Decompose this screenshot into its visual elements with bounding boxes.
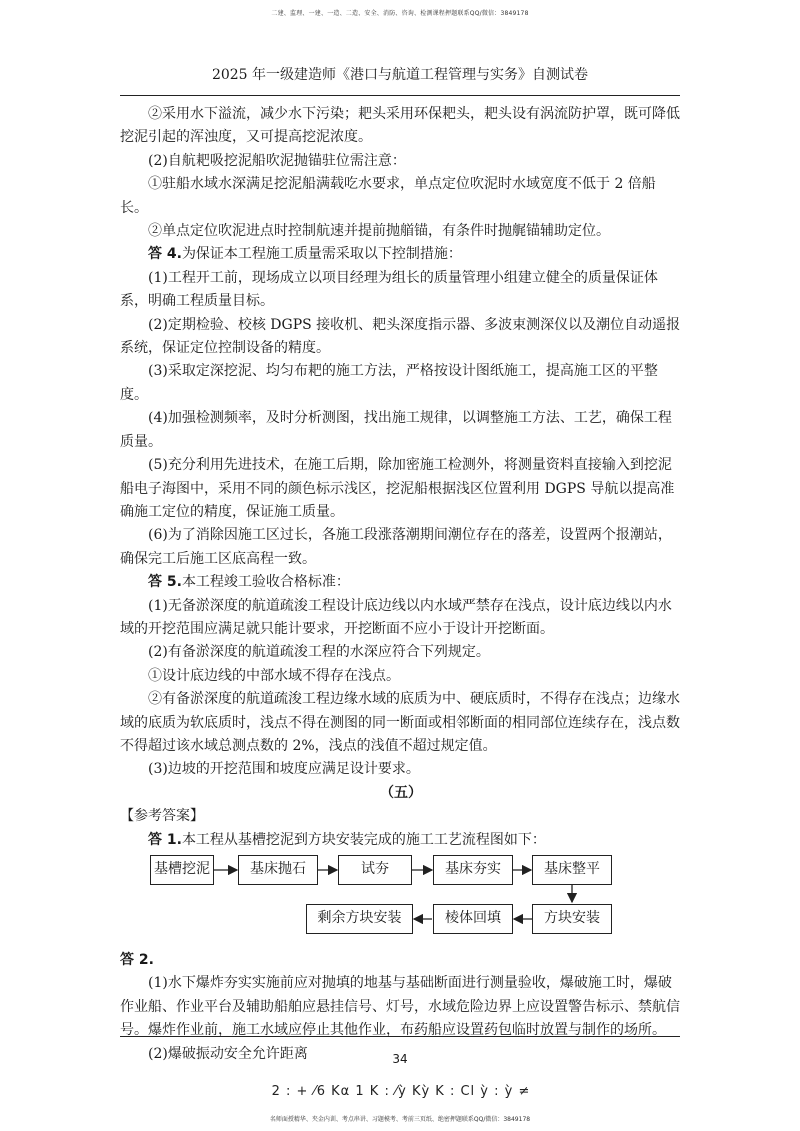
blasting-distance-formula: 2 : + ⁄6 Kα 1 K : ⁄ỳ Kỳ K : Cl ỳ : ỳ ≠ [271, 1084, 531, 1100]
answer-5-heading [120, 571, 682, 594]
list-item: ①设计底边线的中部水域不得存在浅点。 [148, 667, 400, 684]
list-item: (2)有备淤深度的航道疏浚工程的水深应符合下列规定。 [148, 644, 490, 661]
list-item: (3)采取定深挖泥、均匀布耙的施工方法，严格按设计图纸施工，提高施工区的平整度。 [120, 363, 658, 403]
header-divider [120, 95, 680, 96]
bottom-banner: 名师面授精华、夹金内训、考点串讲、习题模考、考前三页纸、绝密押题联系QQ/微信：3849178 [269, 1116, 531, 1123]
flow-node-remaining-block-installation: 剩余方块安装 [306, 904, 413, 934]
flow-node-prism-backfill: 棱体回填 [433, 904, 513, 934]
flow-node-bed-riprap: 基床抛石 [238, 855, 318, 885]
page-title: 2025 年一级建造师《港口与航道工程管理与实务》自测试卷 [211, 67, 589, 83]
list-item: (6)为了消除因施工区过长，各施工段涨落潮期间潮位存在的落差，设置两个报潮站，确保完工后施工区底高程一致。 [120, 527, 672, 567]
answer-1-heading [120, 829, 682, 852]
list-item: (1)工程开工前，现场成立以项目经理为组长的质量管理小组建立健全的质量保证体系，明确工程质量目标。 [120, 269, 658, 310]
list-item: (4)加强检测频率，及时分析测图，找出施工规律，以调整施工方法、工艺，确保工程质量。 [120, 410, 672, 450]
list-item: (3)边坡的开挖范围和坡度应满足设计要求。 [148, 761, 420, 778]
answer-2-heading [120, 949, 682, 972]
flow-node-block-installation: 方块安装 [532, 904, 612, 934]
top-banner: 二建、监理、一建、一造、二造、安全、消防、咨询、检测课程押题联系QQ/微信：3849178 [271, 10, 529, 17]
answer-intro: 本工程竣工验收合格标准： [181, 574, 350, 591]
flow-node-trial-tamping: 试夯 [338, 855, 412, 885]
paragraph: (2)自航耙吸挖泥船吹泥抛锚驻位需注意： [148, 152, 406, 169]
answer-intro: 为保证本工程施工质量需采取以下控制措施： [181, 246, 462, 263]
answer-label: 答 4. [148, 246, 182, 263]
page-content [120, 103, 682, 1103]
list-item: (1)无备淤深度的航道疏浚工程设计底边线以内水域严禁存在浅点，设计底边线以内水域的开挖范围应满足就只能计要求，开挖断面不应小于设计开挖断面。 [120, 597, 672, 637]
list-item: (1)水下爆炸夯实实施前应对抛填的地基与基础断面进行测量验收，爆破施工时，爆破作业船、作业平台及辅助船舶应悬挂信号、灯号，水域危险边界上应设置警告标示、禁航信号。爆炸作业前，施工水域应停止其他作业，布药船应设置药包临时放置与制作的场所。 [120, 975, 680, 1039]
flow-node-bed-tamping: 基床夯实 [433, 855, 513, 885]
answer-label: 答 2. [120, 952, 154, 968]
flow-node-bed-leveling: 基床整平 [532, 855, 612, 885]
paragraph: ②单点定位吹泥进点时控制航速并提前抛艏锚，有条件时抛艉锚辅助定位。 [148, 223, 610, 240]
list-item: (5)充分利用先进技术，在施工后期，除加密施工检测外，将测量资料直接输入到挖泥船电子海图中，采用不同的颜色标示浅区，挖泥船根据浅区位置利用 DGPS 导航以提高准确施工定位的精度，保证施工质量。 [120, 457, 675, 520]
list-item: (2)定期检验、校核 DGPS 接收机、耙头深度指示器、多波束测深仪以及潮位自动遥报系统，保证定位控制设备的精度。 [120, 316, 681, 357]
answer-label: 答 5. [148, 574, 182, 591]
flow-node-trench-dredging: 基槽挖泥 [150, 855, 214, 885]
reference-answer-label: 【参考答案】 [120, 808, 204, 825]
paragraph: ②采用水下溢流，减少水下污染；耙头采用环保耙头，耙头设有涡流防护罩，既可降低挖泥引起的浑浊度，又可提高挖泥浓度。 [120, 106, 680, 146]
paragraph: ①驻船水域水深满足挖泥船满载吃水要求，单点定位吹泥时水域宽度不低于 2 倍船长。 [120, 176, 656, 216]
answer-4-heading [120, 243, 682, 266]
page-number: 34 [392, 1052, 408, 1066]
section-title: （五） [380, 784, 422, 801]
list-item: (2)爆破振动安全允许距离 [148, 1045, 308, 1062]
answer-intro: 本工程从基槽挖泥到方块安装完成的施工工艺流程图如下： [181, 831, 546, 848]
list-item: ②有备淤深度的航道疏浚工程边缘水域的底质为中、硬底质时，不得存在浅点；边缘水域的底质为软底质时，浅点不得在测图的同一断面或相邻断面的相同部位连续存在，浅点数不得超过该水域总测点数的 2%，浅点的浅值不超过规定值。 [120, 691, 680, 754]
footer-divider [120, 1036, 680, 1037]
process-flowchart [120, 855, 682, 947]
answer-label: 答 1. [148, 831, 182, 848]
